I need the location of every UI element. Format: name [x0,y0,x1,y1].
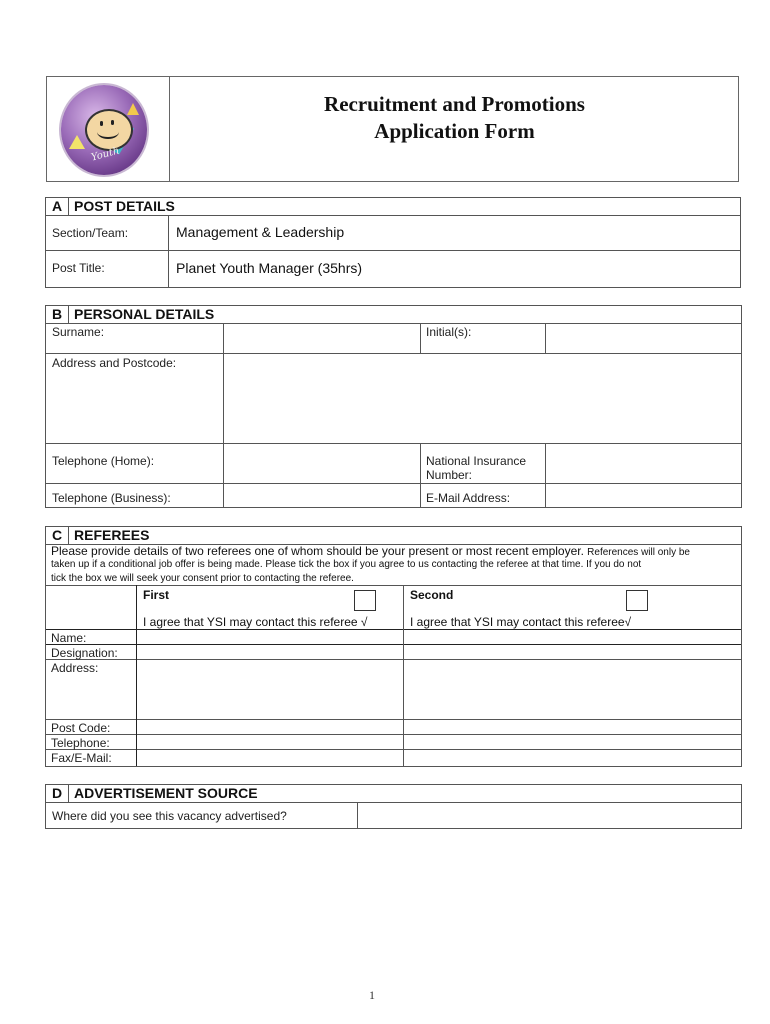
logo-cell [47,77,170,181]
section-letter: C [46,527,69,544]
intro-small-text-2: taken up if a conditional job offer is being made. Please tick the box if you agree to us contacting the referee at that time. If you do not [51,559,642,570]
referee-name-label: Name: [51,631,87,645]
email-address-field[interactable] [547,484,740,506]
referee-fax-email-label: Fax/E-Mail: [51,751,112,765]
referee-designation-label: Designation: [51,646,118,660]
second-referee-consent-checkbox[interactable] [626,590,648,611]
intro-main-text: Please provide details of two referees one of whom should be your present or most recent employer. [51,544,584,558]
telephone-business-field[interactable] [225,484,419,506]
post-title-label: Post Title: [52,261,105,275]
logo-mouth [97,125,119,139]
column-divider [168,215,169,287]
referee-address-label: Address: [51,661,99,675]
first-referee-address-field[interactable] [138,660,402,719]
national-insurance-label [426,454,526,482]
advertisement-table [45,802,742,829]
post-title-field[interactable]: Planet Youth Manager (35hrs) [176,260,363,276]
smiley-face-icon [85,109,133,151]
first-referee-name-field[interactable] [138,630,402,644]
referees-table [45,544,742,767]
row-divider [46,250,740,251]
surname-label: Surname: [52,325,105,339]
section-team-label: Section/Team: [52,226,129,240]
section-personal-details [45,305,742,508]
column-divider [223,323,224,507]
section-post-details [45,197,741,288]
address-postcode-field[interactable] [225,354,740,442]
personal-details-table [45,323,742,508]
column-divider [420,443,421,507]
section-referees [45,526,742,767]
logo-triangle-decoration [69,135,85,149]
section-advertisement-source [45,784,742,829]
section-title: PERSONAL DETAILS [74,306,215,322]
national-insurance-field[interactable] [547,444,740,482]
ni-label-line-1: National Insurance [426,454,527,468]
initials-field[interactable] [547,324,740,352]
title-line-2: Application Form [374,119,535,143]
logo-text: Youth [90,145,121,164]
column-divider [403,585,404,766]
title-line-1: Recruitment and Promotions [324,92,585,116]
intro-small-text-3: tick the box we will seek your consent prior to contacting the referee. [51,573,354,584]
section-letter: B [46,306,69,323]
form-header [46,76,739,182]
second-referee-consent-text: I agree that YSI may contact this referee√ [410,615,632,629]
address-postcode-label: Address and Postcode: [52,356,177,370]
surname-field[interactable] [225,324,419,352]
first-referee-consent-checkbox[interactable] [354,590,376,611]
post-details-table [45,215,741,288]
column-divider [136,585,137,766]
page-title [171,91,738,145]
second-referee-name-field[interactable] [405,630,740,644]
second-referee-address-field[interactable] [405,660,740,719]
email-address-label: E-Mail Address: [426,491,511,505]
second-referee-telephone-field[interactable] [405,735,740,749]
section-team-field[interactable]: Management & Leadership [176,224,345,240]
initials-label: Initial(s): [426,325,472,339]
telephone-business-label: Telephone (Business): [52,491,171,505]
telephone-home-field[interactable] [225,444,419,482]
advertisement-question-label: Where did you see this vacancy advertised? [52,809,287,823]
section-title: ADVERTISEMENT SOURCE [74,785,258,801]
first-referee-designation-field[interactable] [138,645,402,659]
section-header [45,305,742,324]
second-referee-postcode-field[interactable] [405,720,740,734]
first-referee-telephone-field[interactable] [138,735,402,749]
intro-small-text-1: References will only be [587,547,690,558]
section-letter: D [46,785,69,802]
first-referee-fax-email-field[interactable] [138,750,402,765]
section-header [45,784,742,803]
first-referee-postcode-field[interactable] [138,720,402,734]
referee-postcode-label: Post Code: [51,721,111,735]
referee-telephone-label: Telephone: [51,736,110,750]
organization-logo [61,85,147,175]
section-title: REFEREES [74,527,150,543]
second-referee-heading: Second [410,588,454,602]
row-divider [46,585,741,586]
second-referee-fax-email-field[interactable] [405,750,740,765]
section-header [45,526,742,545]
advertisement-source-field[interactable] [359,803,740,827]
logo-triangle-decoration [127,103,139,115]
ni-label-line-2: Number: [426,468,473,482]
column-divider [420,323,421,353]
section-letter: A [46,198,69,215]
telephone-home-label: Telephone (Home): [52,454,155,468]
column-divider [545,443,546,507]
section-title: POST DETAILS [74,198,175,214]
first-referee-heading: First [143,588,170,602]
section-header [45,197,741,216]
column-divider [357,802,358,828]
column-divider [545,323,546,353]
second-referee-designation-field[interactable] [405,645,740,659]
first-referee-consent-text: I agree that YSI may contact this referee √ [143,615,368,629]
page-number: 1 [369,988,375,1002]
